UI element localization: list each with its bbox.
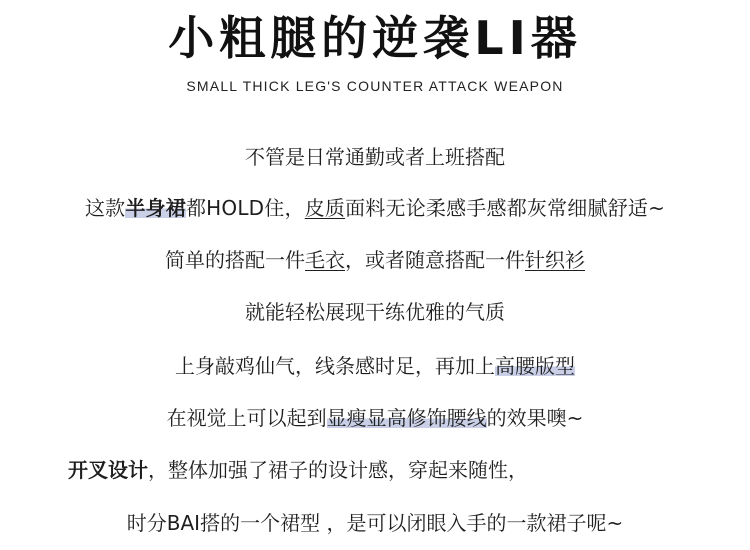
line-8-text: 时分BAI搭的一个裙型 ，是可以闭眼入手的一款裙子呢~ [126, 511, 624, 535]
text-line-7 [68, 456, 748, 484]
line-3-part-a: 简单的搭配一件 [165, 248, 305, 272]
line-2-part-a: 这款 [84, 196, 126, 220]
line-6-part-a: 在视觉上可以起到 [166, 406, 327, 430]
page-subtitle: SMALL THICK LEG'S COUNTER ATTACK WEAPON [186, 78, 564, 94]
line-7-part-b: ，整体加强了裙子的设计感，穿起来随性， [148, 458, 528, 482]
underline-sweater: 毛衣 [305, 248, 345, 272]
text-line-1 [0, 143, 750, 171]
line-2-part-c: 都HOLD住， [185, 196, 305, 220]
line-5-part-a: 上身敲鸡仙气，线条感时足，再加上 [175, 354, 495, 378]
underline-knitwear: 针织衫 [525, 248, 585, 272]
highlight-high-waist: 高腰版型 [495, 354, 575, 378]
highlight-skirt: 半身裙 [125, 196, 186, 220]
page-title: 小粗腿的逆袭LI器 [168, 11, 582, 65]
line-2-part-e: 面料无论柔感手感都灰常细腻舒适~ [345, 196, 666, 220]
line-3-part-c: ，或者随意搭配一件 [345, 248, 525, 272]
underline-leather: 皮质 [304, 196, 346, 220]
text-line-3 [0, 246, 750, 274]
text-line-2 [0, 194, 750, 222]
text-line-6 [0, 404, 750, 432]
line-1-text: 不管是日常通勤或者上班搭配 [245, 145, 505, 169]
text-line-5 [0, 352, 750, 380]
line-6-part-c: 的效果噢~ [486, 406, 584, 430]
text-line-4 [0, 298, 750, 326]
highlight-slimming: 显瘦显高修饰腰线 [326, 406, 487, 430]
slit-design-label: 开叉设计 [68, 458, 148, 482]
line-4-text: 就能轻松展现干练优雅的气质 [245, 300, 505, 324]
text-line-8 [0, 509, 750, 537]
